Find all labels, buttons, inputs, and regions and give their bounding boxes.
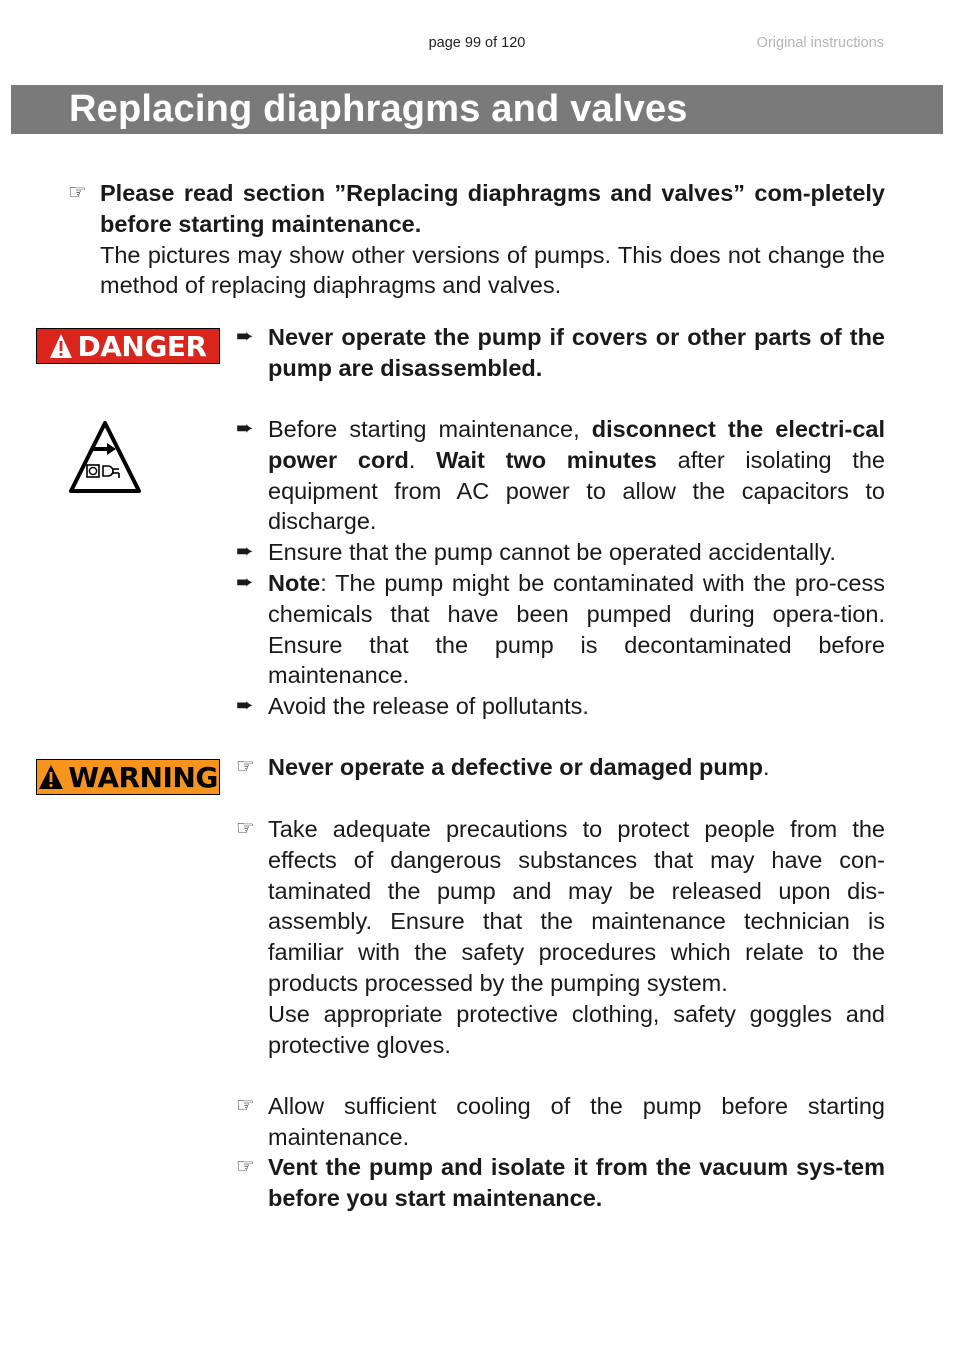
bold-run: Note [268,570,321,596]
arrow-right-icon: ➨ [236,325,254,348]
text-run: . [408,446,437,473]
page-title: Replacing diaphragms and valves [11,85,943,134]
document-type: Original instructions [756,35,884,51]
arrow-right-icon: ➨ [236,694,254,717]
text-run: . [762,754,770,780]
danger-item-5: Avoid the release of pollutants. [268,693,589,719]
page-number: page 99 of 120 [428,35,526,51]
arrow-right-icon: ➨ [236,540,254,563]
danger-item-2 [268,414,885,537]
warning-label: WARNING [68,760,218,794]
intro-bold: Please read section ”Replacing diaphragms and valves” com-pletely before starting maintenance. [100,180,885,237]
text-run: Take adequate precautions to protect people from the effects of dangerous substances that may have con-taminated the pump and may be released upon dis-assembly. Ensure that the maintenance technician is familiar with the safety procedures which relate to the products processed by the pumping system. [268,816,885,996]
pointing-hand-icon: ☞ [236,1155,255,1178]
danger-item-3: Ensure that the pump cannot be operated accidentally. [268,539,836,565]
arrow-right-icon: ➨ [236,417,254,440]
danger-badge [36,328,220,364]
intro-paragraph [100,178,885,301]
text-run: after isolating the equipment from AC power to allow the capacitors to discharge. [268,446,885,535]
pointing-hand-icon: ☞ [236,817,255,840]
text-run: Before starting maintenance, [268,416,592,442]
warning-item-2 [268,814,885,1060]
warning-triangle-icon [38,764,64,790]
pointing-hand-icon: ☞ [68,181,87,204]
warning-item-4: Vent the pump and isolate it from the vacuum sys-tem before you start maintenance. [268,1154,885,1211]
disconnect-mains-plug-icon [67,419,143,495]
bold-run: Wait two minutes [436,446,657,473]
danger-item-4 [268,568,885,691]
text-run: : The pump might be contaminated with the pro-cess chemicals that have been pumped during opera-tion. Ensure that the pump is decontaminated before maintenance. [268,570,885,689]
danger-label: DANGER [77,329,207,363]
text-run: Use appropriate protective clothing, safety goggles and protective gloves. [268,1000,885,1058]
bold-run: disconnect the electri-cal power cord [268,416,885,473]
warning-badge [36,759,220,795]
intro-text: The pictures may show other versions of pumps. This does not change the method of replacing diaphragms and valves. [100,241,885,299]
pointing-hand-icon: ☞ [236,755,255,778]
warning-triangle-icon [49,333,73,359]
arrow-right-icon: ➨ [236,571,254,594]
warning-item-1 [268,752,885,783]
warning-item-3: Allow sufficient cooling of the pump before starting maintenance. [268,1093,885,1150]
danger-item-1: Never operate the pump if covers or other parts of the pump are disassembled. [268,324,885,381]
pointing-hand-icon: ☞ [236,1094,255,1117]
bold-run: Never operate a defective or damaged pump [268,754,763,780]
